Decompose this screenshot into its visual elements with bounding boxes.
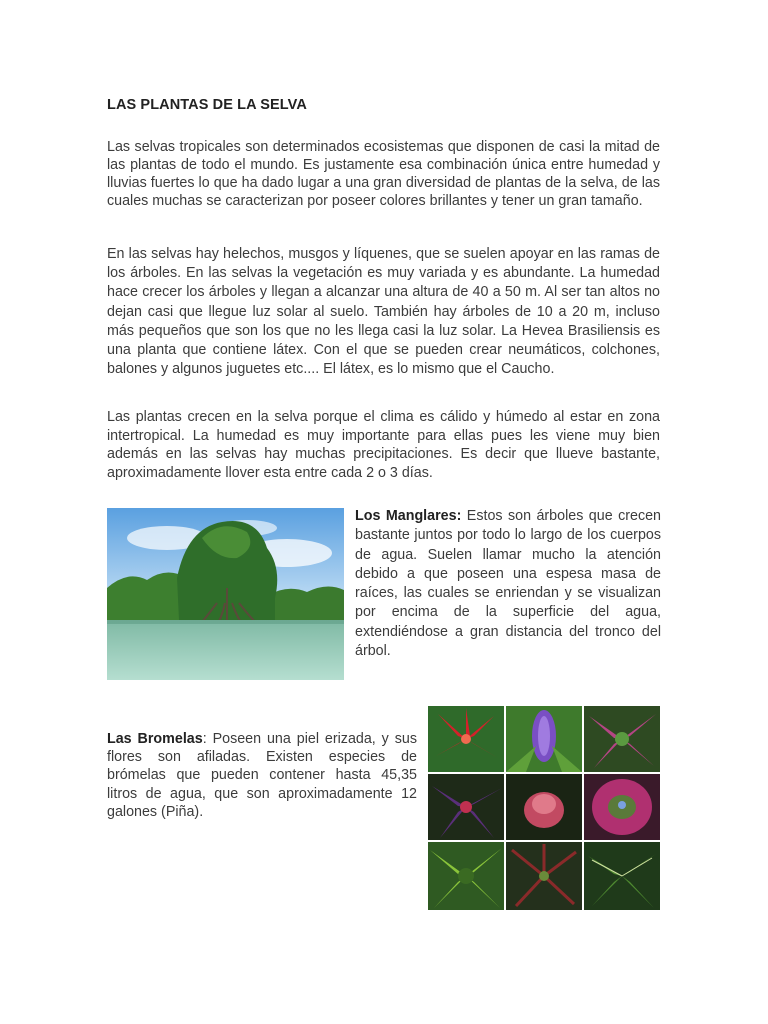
bromeliad-photo-purple-spike — [506, 706, 582, 772]
bromelas-description — [107, 730, 417, 821]
bromeliad-collage — [428, 706, 660, 910]
bromeliad-photo-dark-red — [506, 842, 582, 910]
manglares-term: Los Manglares: — [355, 508, 462, 524]
manglares-description — [355, 507, 661, 661]
paragraph-vegetation: En las selvas hay helechos, musgos y líquenes, que se suelen apoyar en las ramas de los árboles. En las selvas la vegetación es muy variada y es abundante. La humedad hace crecer los árboles y llegan a alcanzar una altura de 40 a 50 m. Al ser tan altos no dejan casi que llegue luz solar al suelo. También hay árboles de 10 a 20 m, incluso más pequeños que son los que no les llega casi la luz solar. La Hevea Brasiliensis es una planta que contiene látex. Con el que se pueden crear neumáticos, colchones, balones y algunos juguetes etc.... El látex, es lo mismo que el Caucho. — [107, 246, 660, 378]
bromelas-text: : Poseen una piel erizada, y sus flores son afiladas. Existen especies de brómelas que pueden contener hasta 45,35 litros de agua, que son aproximadamente 12 galones (Piña). — [107, 731, 417, 820]
bromeliad-photo-red — [428, 706, 504, 772]
bromeliad-photo-green — [428, 842, 504, 910]
paragraph-intro: Las selvas tropicales son determinados ecosistemas que disponen de casi la mitad de las plantas de todo el mundo. Es justamente esa combinación única entre humedad y lluvias fuertes lo que ha dado lugar a una gran diversidad de plantas de la selva, de las cuales muchas se caracterizan por poseer colores brillantes y tener un gran tamaño. — [107, 139, 660, 209]
mangrove-photo — [107, 508, 344, 680]
page-title: LAS PLANTAS DE LA SELVA — [107, 97, 307, 113]
paragraph-climate: Las plantas crecen en la selva porque el clima es cálido y húmedo al estar en zona intertropical. La humedad es muy importante para ellas pues les viene muy bien además en las selvas hay muchas precipitaciones. Es decir que llueve bastante, aproximadamente llover esta entre cada 2 o 3 días. — [107, 409, 660, 481]
bromelas-term: Las Bromelas — [107, 731, 203, 747]
bromeliad-photo-pink-cone — [506, 774, 582, 840]
manglares-text: Estos son árboles que crecen bastante juntos por todo lo largo de los cuerpos de agua. Suelen llamar mucho la atención debido a que poseen una espesa masa de raíces, las cuales se enriendan y se visualizan por encima de la superficie del agua, extendiéndose a gran distancia del tronco del árbol. — [355, 508, 661, 660]
bromeliad-photo-dark-purple — [428, 774, 504, 840]
mangrove-illustration — [107, 508, 344, 680]
bromeliad-photo-pink — [584, 706, 660, 772]
bromeliad-photo-magenta — [584, 774, 660, 840]
bromeliad-photo-striped — [584, 842, 660, 910]
